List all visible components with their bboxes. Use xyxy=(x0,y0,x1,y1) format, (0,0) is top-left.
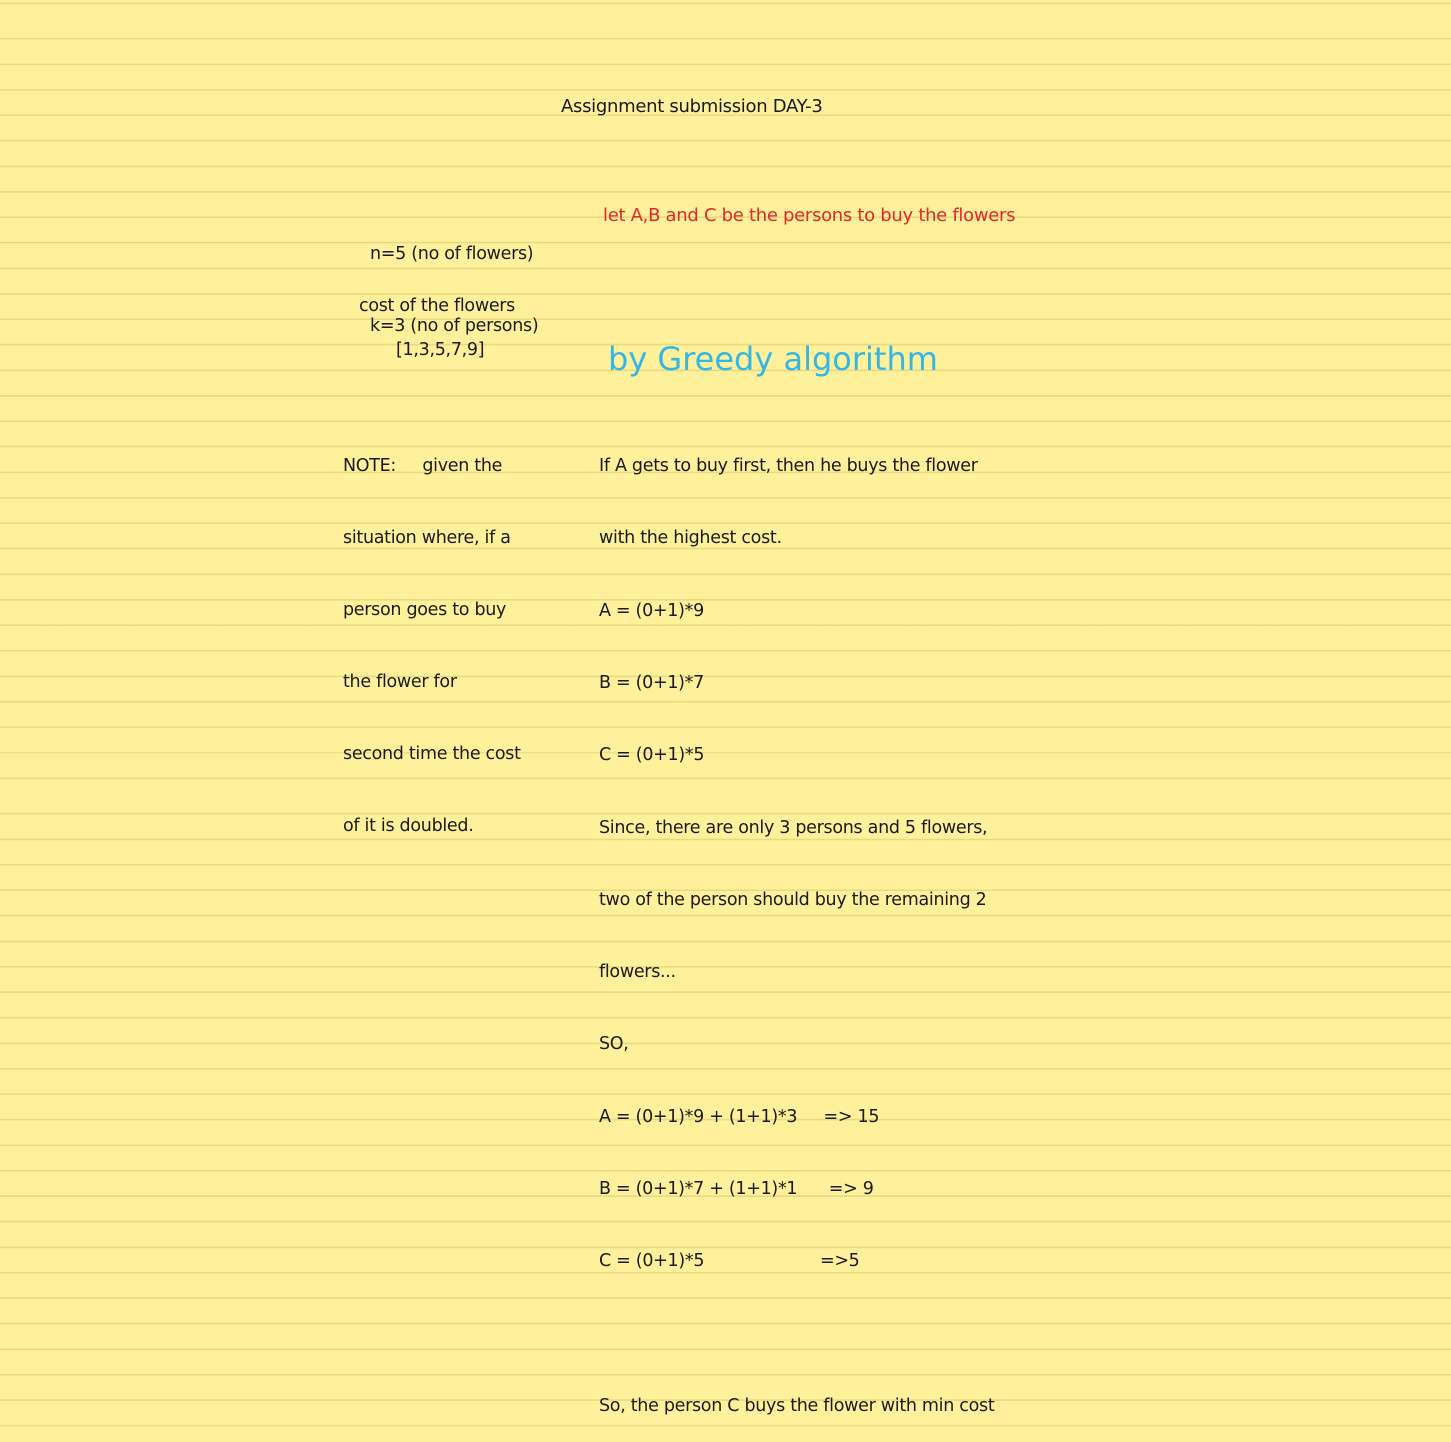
solution-line: A = (0+1)*9 xyxy=(599,600,704,621)
note-line: NOTE: given the xyxy=(343,456,503,476)
note-line: the flower for xyxy=(343,672,457,692)
cost-heading: cost of the flowers xyxy=(359,296,516,316)
solution-line: Since, there are only 3 persons and 5 flowers, xyxy=(599,817,988,838)
solution-line: If A gets to buy first, then he buys the flower xyxy=(599,456,978,477)
cost-list: [1,3,5,7,9] xyxy=(396,340,485,360)
method-heading: by Greedy algorithm xyxy=(608,340,938,378)
solution-block xyxy=(599,406,994,1442)
note-line: second time the cost xyxy=(343,744,521,764)
page-title: Assignment submission DAY-3 xyxy=(561,96,823,117)
solution-line: flowers... xyxy=(599,962,676,983)
note-line: of it is doubled. xyxy=(343,816,474,836)
solution-line: SO, xyxy=(599,1034,629,1055)
solution-line: C = (0+1)*5 xyxy=(599,745,705,766)
problem-parameters xyxy=(370,194,538,362)
param-n: n=5 (no of flowers) xyxy=(370,244,534,264)
conclusion-line: So, the person C buys the flower with min cost xyxy=(599,1395,995,1416)
solution-line: two of the person should buy the remaining 2 xyxy=(599,889,987,910)
solution-line: with the highest cost. xyxy=(599,528,782,549)
note-line: situation where, if a xyxy=(343,528,511,548)
solution-blank-line xyxy=(599,1322,994,1346)
note-block xyxy=(343,406,521,862)
solution-line: B = (0+1)*7 + (1+1)*1 => 9 xyxy=(599,1179,874,1199)
note-line: person goes to buy xyxy=(343,600,507,620)
persons-note: let A,B and C be the persons to buy the flowers xyxy=(603,205,1016,226)
solution-line: B = (0+1)*7 xyxy=(599,673,704,694)
solution-line: C = (0+1)*5 =>5 xyxy=(599,1251,860,1272)
param-k: k=3 (no of persons) xyxy=(370,316,539,336)
solution-line: A = (0+1)*9 + (1+1)*3 => 15 xyxy=(599,1106,880,1127)
